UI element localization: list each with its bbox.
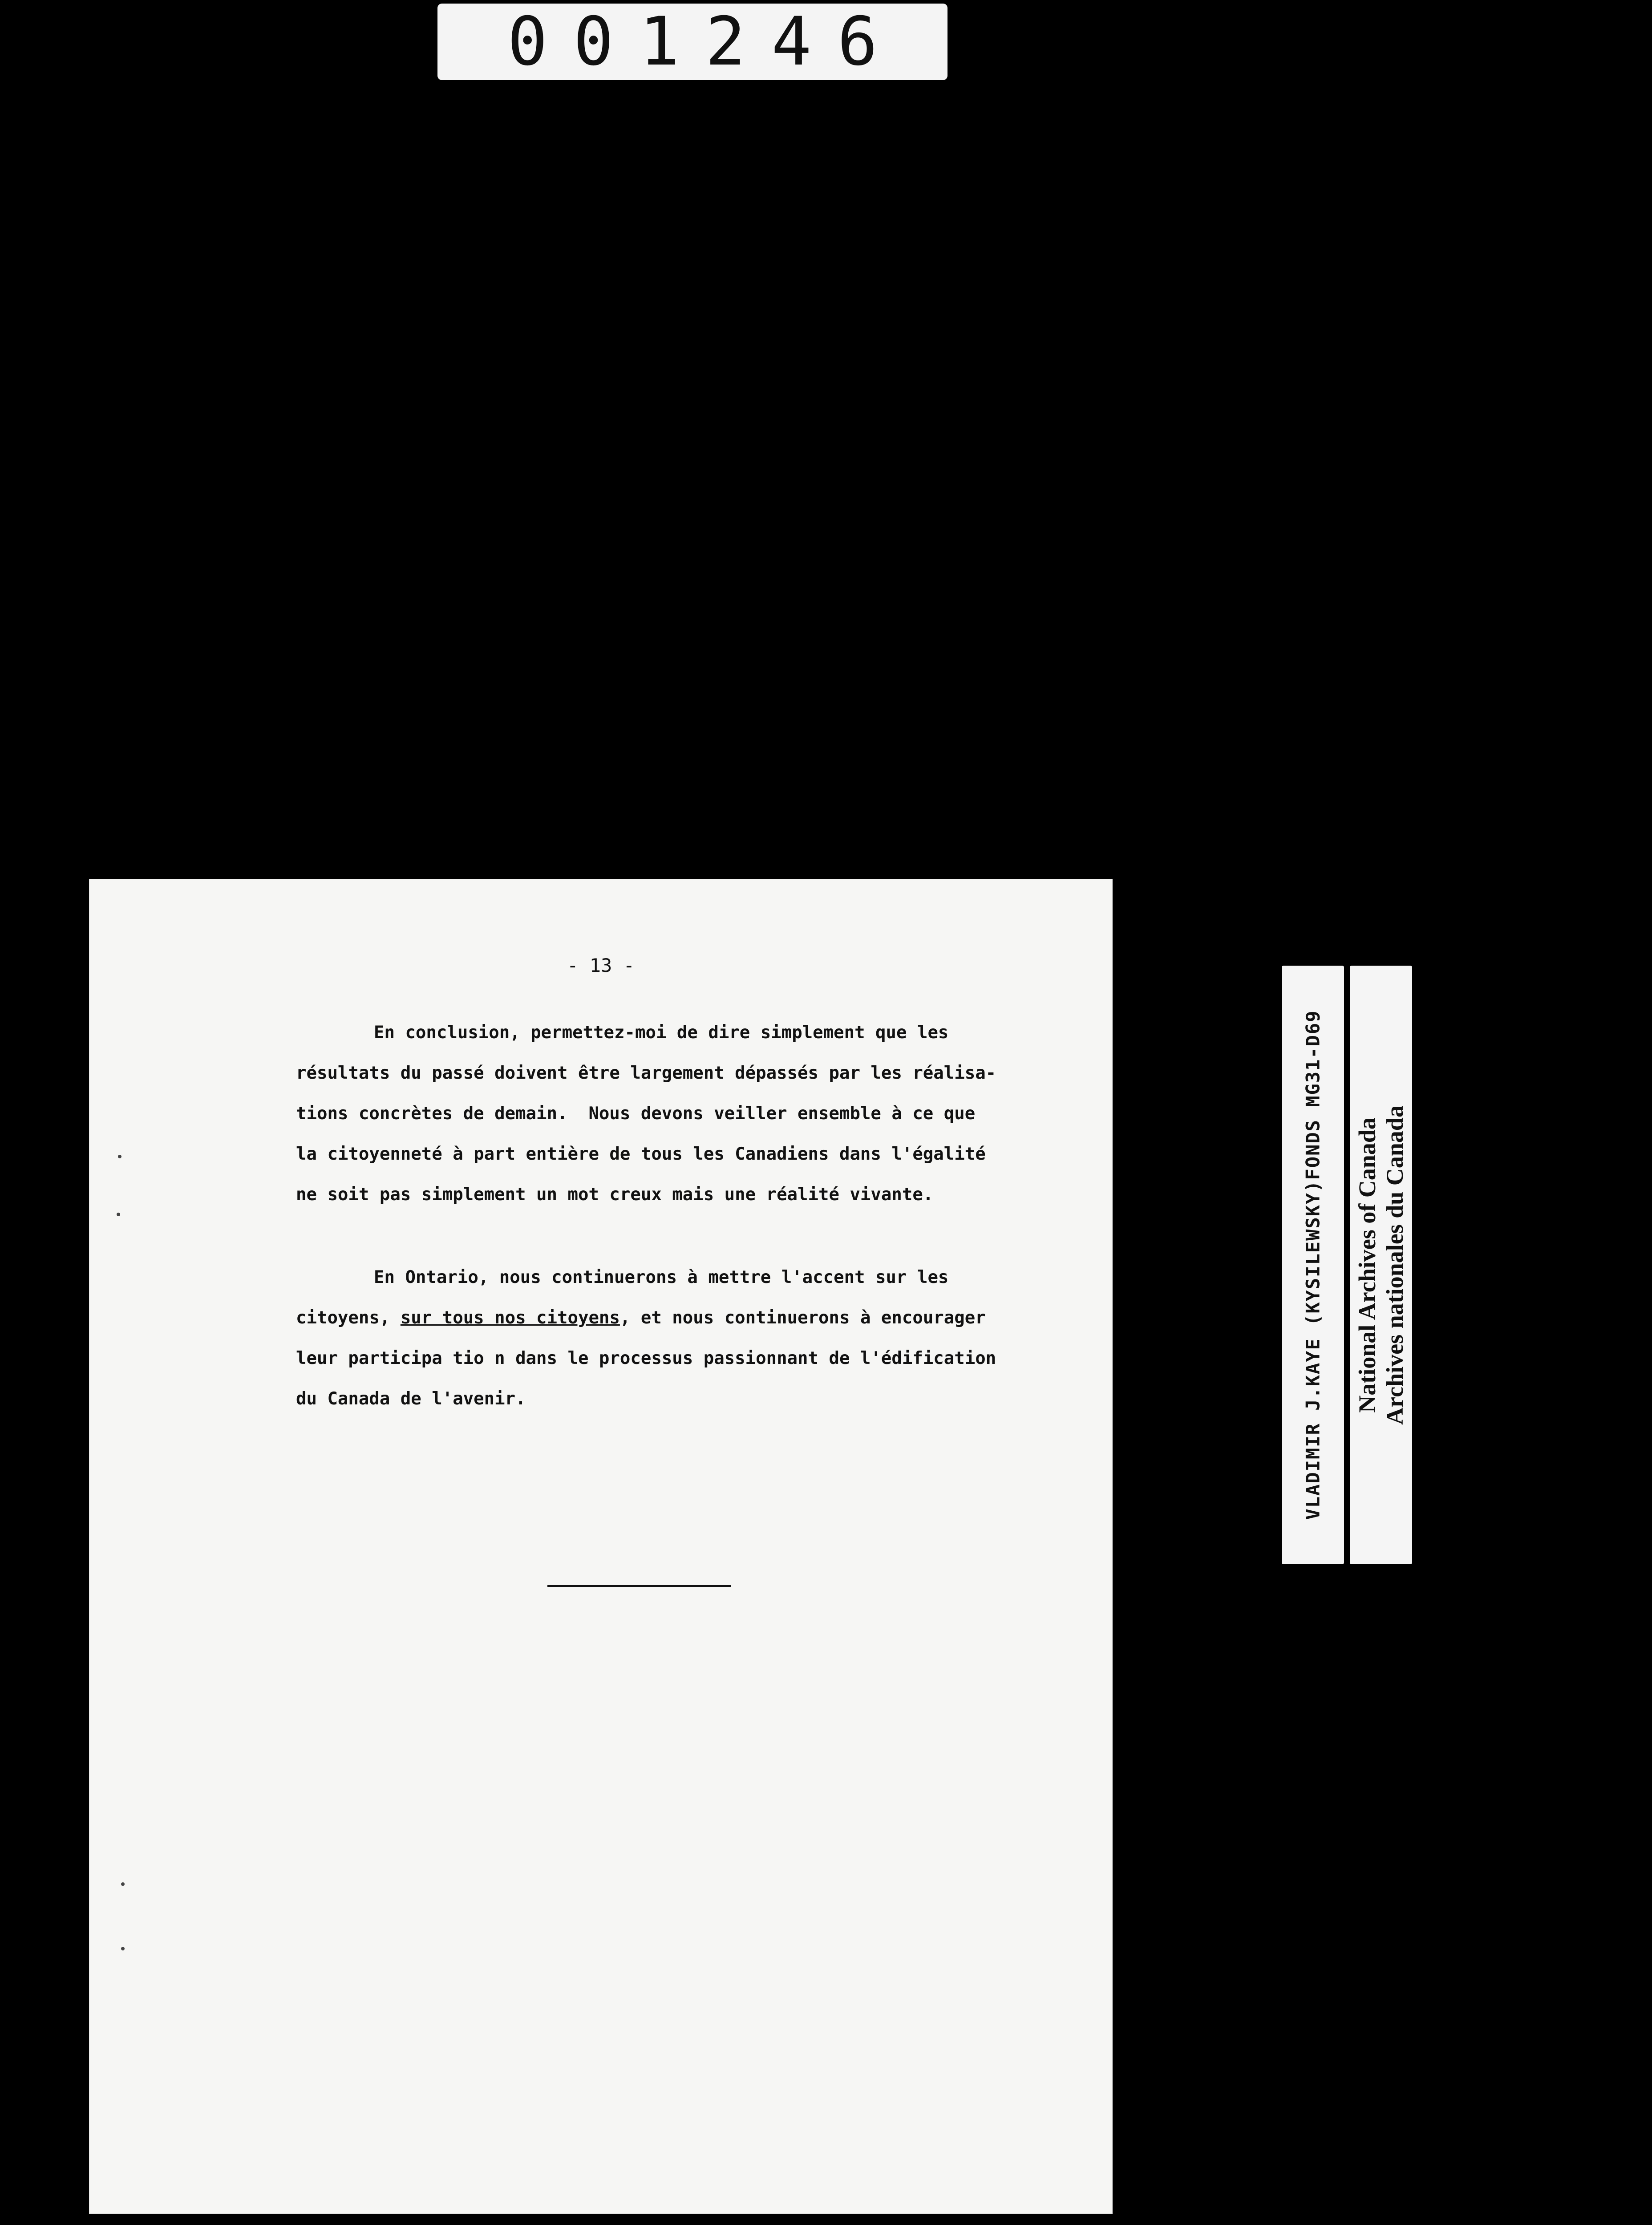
paragraph-line: leur participa tio n dans le processus passionnant de l'édification — [296, 1348, 996, 1368]
margin-dot — [121, 1882, 125, 1886]
paragraph-conclusion — [296, 1012, 1053, 1215]
paragraph-line: résultats du passé doivent être largement dépassés par les réalisa- — [296, 1063, 996, 1083]
paragraph-line: la citoyenneté à part entière de tous les Canadiens dans l'égalité — [296, 1144, 986, 1164]
paragraph-ontario — [296, 1257, 1053, 1419]
margin-dot — [118, 1155, 121, 1158]
fonds-label-text: VLADIMIR J.KAYE (KYSILEWSKY)FONDS MG31-D69 — [1302, 1010, 1324, 1520]
margin-dot — [117, 1213, 120, 1216]
archives-label-text — [1353, 1105, 1409, 1425]
paragraph-line: En Ontario, nous continuerons à mettre l'accent sur les — [374, 1267, 949, 1287]
closing-rule — [547, 1585, 731, 1587]
fonds-label — [1282, 966, 1344, 1564]
archives-label — [1350, 966, 1412, 1564]
institution-french: Archives nationales du Canada — [1381, 1105, 1409, 1425]
text-segment: , et nous continuerons à encourager — [620, 1308, 986, 1328]
frame-counter-number: 001246 — [507, 3, 903, 81]
paragraph-line: En conclusion, permettez-moi de dire simplement que les — [374, 1023, 949, 1043]
text-segment: citoyens, — [296, 1308, 401, 1328]
institution-english: National Archives of Canada — [1354, 1117, 1381, 1413]
paragraph-line: tions concrètes de demain. Nous devons veiller ensemble à ce que — [296, 1104, 976, 1124]
page-number: - 13 - — [567, 955, 635, 976]
frame-counter — [437, 4, 947, 80]
paragraph-line: ne soit pas simplement un mot creux mais une réalité vivante. — [296, 1185, 934, 1205]
paragraph-line — [296, 1298, 1053, 1338]
paragraph-line: du Canada de l'avenir. — [296, 1389, 526, 1409]
document-page — [89, 879, 1113, 2214]
underlined-phrase: sur tous nos citoyens — [400, 1308, 620, 1328]
margin-dot — [121, 1947, 125, 1950]
